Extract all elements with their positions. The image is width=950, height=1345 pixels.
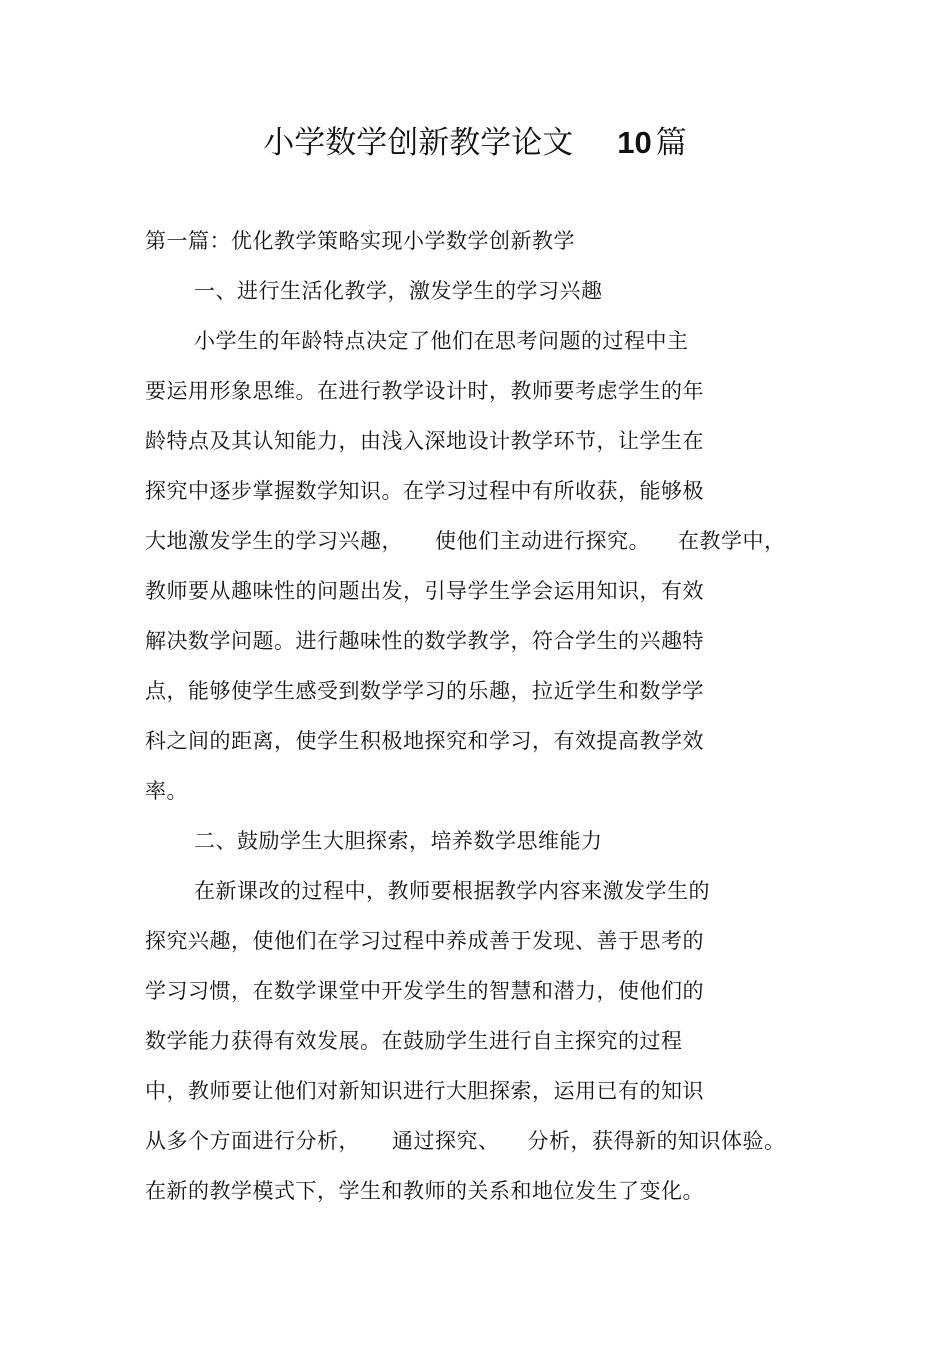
text-segment: 大地激发学生的学习兴趣， — [145, 529, 403, 553]
paragraph-line: 点，能够使学生感受到数学学习的乐趣，拉近学生和数学学 — [145, 679, 704, 703]
paragraph-line: 在新课改的过程中，教师要根据教学内容来激发学生的 — [194, 879, 710, 903]
paragraph-line: 在新的教学模式下，学生和教师的关系和地位发生了变化。 — [145, 1179, 704, 1203]
paragraph-line: 率。 — [145, 779, 188, 803]
document-title — [0, 118, 950, 168]
paragraph-line: 小学生的年龄特点决定了他们在思考问题的过程中主 — [194, 329, 689, 353]
paragraph-line: 探究兴趣，使他们在学习过程中养成善于发现、善于思考的 — [145, 929, 704, 953]
text-segment: 通过探究、 — [392, 1129, 500, 1153]
paragraph-line: 教师要从趣味性的问题出发，引导学生学会运用知识，有效 — [145, 579, 704, 603]
paragraph-line: 中，教师要让他们对新知识进行大胆探索，运用已有的知识 — [145, 1079, 704, 1103]
text-segment: 使他们主动进行探究。 — [435, 529, 650, 553]
paragraph-line — [145, 1126, 786, 1156]
paragraph-line — [145, 526, 786, 556]
paragraph-line: 数学能力获得有效发展。在鼓励学生进行自主探究的过程 — [145, 1029, 683, 1053]
text-segment: 从多个方面进行分析， — [145, 1129, 360, 1153]
paragraph-line: 科之间的距离，使学生积极地探究和学习，有效提高教学效 — [145, 729, 704, 753]
paragraph-line: 解决数学问题。进行趣味性的数学教学，符合学生的兴趣特 — [145, 629, 704, 653]
title-suffix: 篇 — [655, 125, 687, 161]
paragraph-line: 学习习惯，在数学课堂中开发学生的智慧和潜力，使他们的 — [145, 979, 704, 1003]
text-segment: 分析，获得新的知识体验。 — [527, 1129, 786, 1153]
paragraph-line: 要运用形象思维。在进行教学设计时，教师要考虑学生的年 — [145, 379, 704, 403]
text-segment: 在教学中， — [678, 529, 786, 553]
title-number: 10 — [617, 125, 652, 160]
section-heading-1: 一、进行生活化教学，激发学生的学习兴趣 — [194, 279, 603, 303]
title-main: 小学数学创新教学论文 — [263, 125, 574, 161]
paragraph-line: 龄特点及其认知能力，由浅入深地设计教学环节，让学生在 — [145, 429, 704, 453]
chapter-heading: 第一篇：优化教学策略实现小学数学创新教学 — [145, 229, 575, 253]
paragraph-line: 探究中逐步掌握数学知识。在学习过程中有所收获，能够极 — [145, 479, 704, 503]
section-heading-2: 二、鼓励学生大胆探索，培养数学思维能力 — [194, 829, 603, 853]
